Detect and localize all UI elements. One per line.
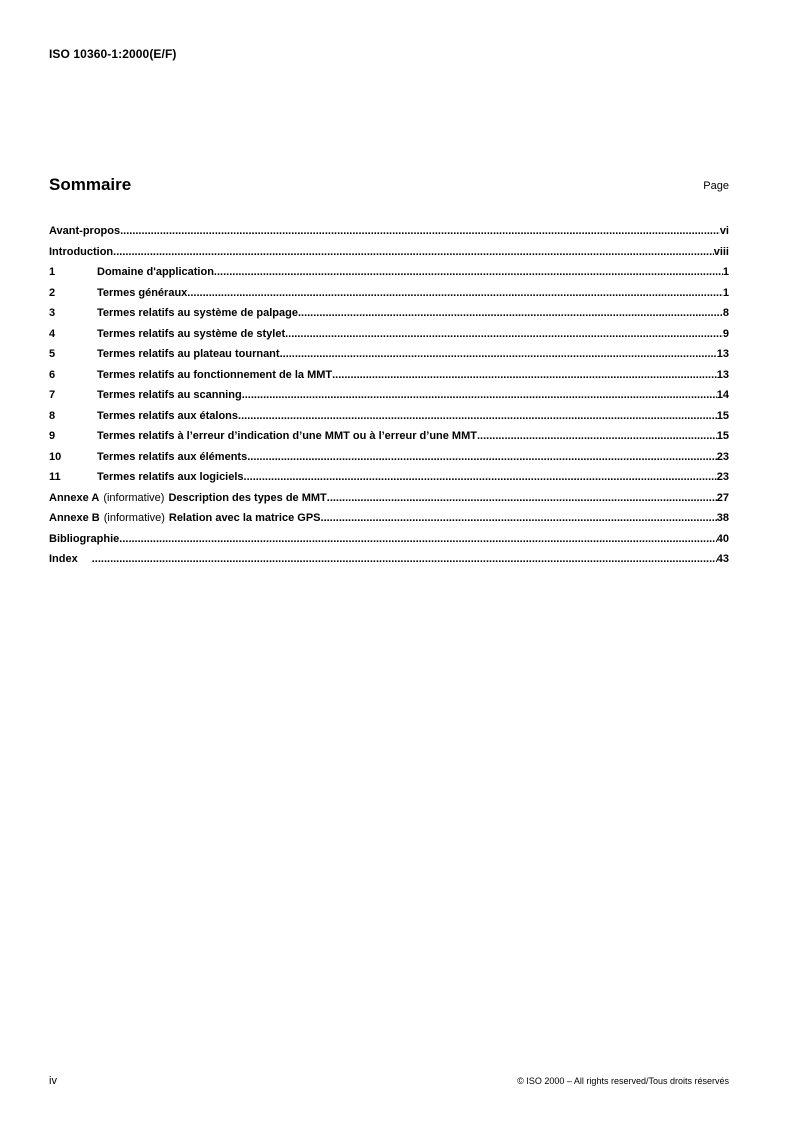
toc-annex-entry <box>49 512 321 524</box>
toc-entry-title: Termes relatifs aux éléments <box>97 450 248 463</box>
toc-entry-title: Termes relatifs au plateau tournant <box>97 348 280 360</box>
toc-dot-leader <box>244 471 717 483</box>
toc-entry-number: 4 <box>49 327 56 340</box>
toc-entry-page: 15 <box>716 430 729 442</box>
toc-dot-leader <box>298 307 723 319</box>
document-id: ISO 10360-1:2000(E/F) <box>49 47 177 61</box>
footer-page-number: iv <box>49 1075 57 1087</box>
toc-entry-page: 13 <box>716 348 729 360</box>
toc-entry-number: 6 <box>49 368 56 381</box>
toc-entry-page: 8 <box>722 307 729 319</box>
toc-entry-7[interactable] <box>49 389 729 410</box>
toc-entry-title: Description des types de MMT <box>168 491 327 504</box>
toc-dot-leader <box>285 328 723 340</box>
toc-title: Sommaire <box>49 175 132 194</box>
toc-dot-leader <box>120 225 720 237</box>
toc-annex-type: (informative) <box>103 512 165 524</box>
toc-entry-title: Termes relatifs au fonctionnement de la MMT <box>97 368 333 381</box>
toc-entry-page: 27 <box>716 491 729 504</box>
toc-annex-type: (informative) <box>103 491 165 504</box>
toc-entry-number: 7 <box>49 389 56 401</box>
toc-annex-label: Annexe B <box>49 512 100 524</box>
toc-dot-leader <box>247 451 717 463</box>
toc-entry-11[interactable] <box>49 471 729 492</box>
toc-entry-number: 2 <box>49 286 56 299</box>
toc-entry-title: Termes relatifs au système de palpage <box>97 307 298 319</box>
toc-entry-page: 14 <box>716 389 729 401</box>
toc-entry-page: 15 <box>716 409 729 422</box>
page-footer <box>49 1075 729 1089</box>
toc-entry-page: 43 <box>716 553 729 565</box>
toc-dot-leader <box>321 512 717 524</box>
toc-dot-leader <box>280 348 717 360</box>
toc-entry-page: 23 <box>716 471 729 483</box>
toc-entry-title: Termes relatifs au scanning <box>97 389 242 401</box>
toc-entry-number: 8 <box>49 409 56 422</box>
toc-entry-number: 10 <box>49 450 62 463</box>
toc-entry-page: vi <box>719 225 729 237</box>
toc-entry-title: Introduction <box>49 245 114 258</box>
toc-entry-page: 38 <box>716 512 729 524</box>
toc-entry-bibliographie[interactable] <box>49 533 729 554</box>
toc-entry-5[interactable] <box>49 348 729 369</box>
toc-dot-leader <box>187 287 723 299</box>
toc-entry-page: 40 <box>716 532 729 545</box>
toc-entry-title: Termes relatifs aux étalons <box>97 409 239 422</box>
toc-entry-9[interactable] <box>49 430 729 451</box>
toc-dot-leader <box>113 246 714 258</box>
toc-dot-leader <box>332 369 717 381</box>
toc-entry-title: Domaine d'application <box>97 266 214 278</box>
toc-entry-avant-propos[interactable] <box>49 225 729 246</box>
toc-dot-leader <box>119 533 716 545</box>
toc-entry-number: 9 <box>49 430 56 442</box>
toc-entry-number: 3 <box>49 307 56 319</box>
toc-heading <box>49 175 729 199</box>
toc-entry-6[interactable] <box>49 369 729 390</box>
toc-dot-leader <box>477 430 717 442</box>
toc-entry-title: Termes relatifs à l’erreur d’indication d’une MMT ou à l’erreur d’une MMT <box>97 430 477 442</box>
toc-entry-number: 11 <box>49 471 61 483</box>
toc-list <box>49 225 729 574</box>
toc-annex-entry <box>49 492 327 504</box>
toc-page-label: Page <box>703 180 729 192</box>
toc-entry-3[interactable] <box>49 307 729 328</box>
toc-entry-4[interactable] <box>49 328 729 349</box>
toc-dot-leader <box>242 389 717 401</box>
toc-entry-title: Termes relatifs au système de stylet <box>97 327 286 340</box>
toc-entry-introduction[interactable] <box>49 246 729 267</box>
toc-entry-title: Termes relatifs aux logiciels <box>97 471 244 483</box>
toc-dot-leader <box>327 492 717 504</box>
footer-copyright: © ISO 2000 – All rights reserved/Tous droits réservés <box>517 1076 729 1086</box>
toc-entry-title: Avant-propos <box>49 225 121 237</box>
toc-entry-page: viii <box>713 245 729 258</box>
toc-dot-leader <box>92 553 717 565</box>
toc-entry-2[interactable] <box>49 287 729 308</box>
toc-entry-title: Index <box>49 553 78 565</box>
toc-entry-title: Relation avec la matrice GPS <box>168 512 321 524</box>
toc-entry-annex-b[interactable] <box>49 512 729 533</box>
toc-entry-page: 23 <box>716 450 729 463</box>
toc-entry-title: Bibliographie <box>49 532 120 545</box>
toc-entry-page: 1 <box>722 266 729 278</box>
toc-dot-leader <box>238 410 717 422</box>
toc-entry-number: 1 <box>49 266 56 278</box>
toc-entry-annex-a[interactable] <box>49 492 729 513</box>
toc-entry-index[interactable] <box>49 553 729 574</box>
toc-entry-number: 5 <box>49 348 56 360</box>
toc-entry-10[interactable] <box>49 451 729 472</box>
toc-annex-label: Annexe A <box>49 491 100 504</box>
toc-dot-leader <box>214 266 723 278</box>
toc-entry-page: 1 <box>722 286 729 299</box>
toc-entry-1[interactable] <box>49 266 729 287</box>
toc-entry-title: Termes généraux <box>97 286 188 299</box>
toc-entry-page: 9 <box>722 327 729 340</box>
toc-entry-8[interactable] <box>49 410 729 431</box>
toc-entry-page: 13 <box>716 368 729 381</box>
toc-entry-title-wrap <box>49 553 92 565</box>
